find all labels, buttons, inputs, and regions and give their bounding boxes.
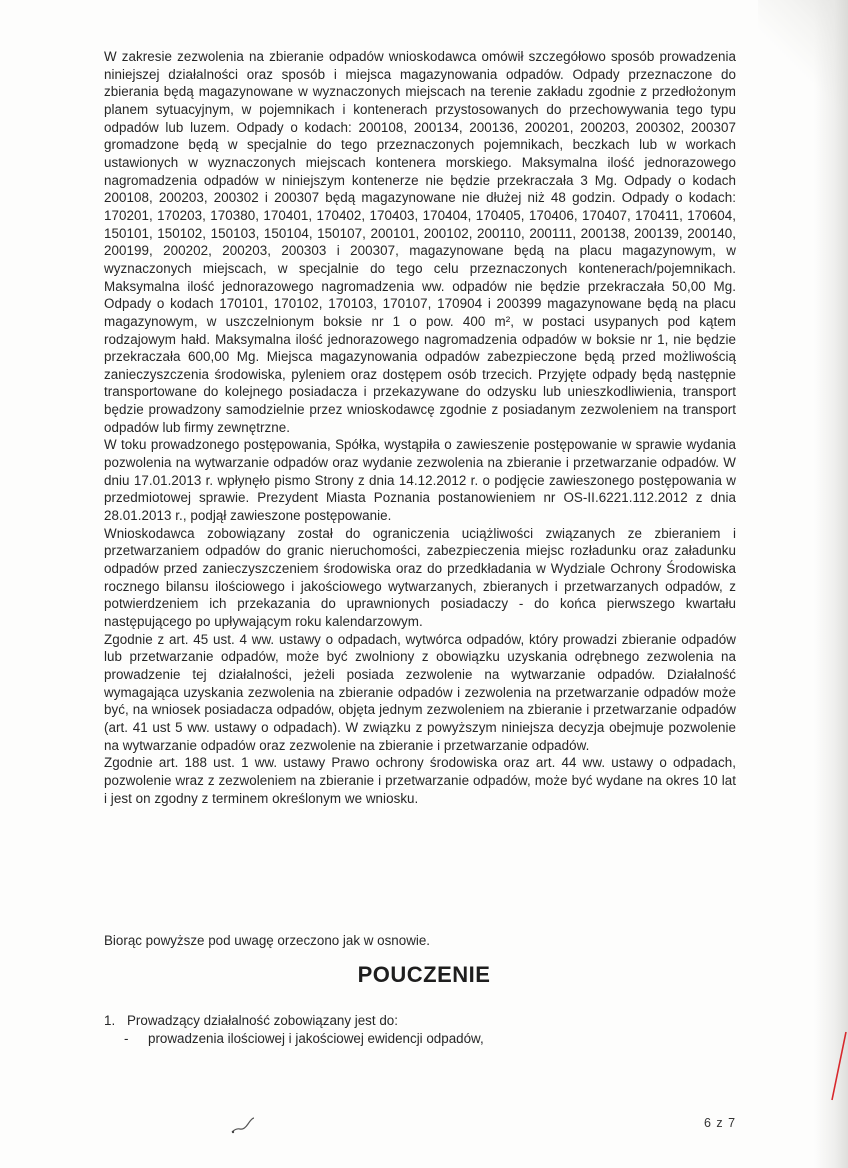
sub-list-item: [104, 1030, 736, 1048]
paragraph-storage: W zakresie zezwolenia na zbieranie odpadów wnioskodawca omówił szczegółowo sposób prowadzenia niniejszej działalności oraz sposób i miejsca magazynowania odpadów. Odpady przeznaczone do zbierania będą magazynowane w wyznaczonych miejscach na terenie zakładu zgodnie z przedłożonym planem sytuacyjnym, w pojemnikach i kontenerach przystosowanych do przechowywania tego typu odpadów lub luzem. Odpady o kodach: 200108, 200134, 200136, 200201, 200203, 200302, 200307 gromadzone będą w specjalnie do tego przeznaczonych pojemnikach, beczkach lub w workach ustawionych w wyznaczonych miejscach kontenera morskiego. Maksymalna ilość jednorazowego nagromadzenia odpadów w niniejszym kontenerze nie będzie przekraczała 3 Mg. Odpady o kodach 200108, 200203, 200302 i 200307 będą magazynowane nie dłużej niż 48 godzin. Odpady o kodach: 170201, 170203, 170380, 170401, 170402, 170403, 170404, 170405, 170406, 170407, 170411, 170604, 150101, 150102, 150103, 150104, 150107, 200101, 200102, 200110, 200111, 200138, 200139, 200140, 200199, 200202, 200203, 200303 i 200307, magazynowane będą na placu magazynowym, w wyznaczonych miejscach, w specjalnie do tego celu przeznaczonych kontenerach/pojemnikach. Maksymalna ilość jednorazowego nagromadzenia ww. odpadów nie będzie przekraczała 50,00 Mg. Odpady o kodach 170101, 170102, 170103, 170107, 170904 i 200399 magazynowane będą na placu magazynowym, w uszczelnionym boksie nr 1 o pow. 400 m², w postaci usypanych pod kątem rodzajowym hałd. Maksymalna ilość jednorazowego nagromadzenia odpadów w boksie nr 1, nie będzie przekraczała 600,00 Mg. Miejsca magazynowania odpadów zabezpieczone będą przed możliwością zanieczyszczenia środowiska, pyleniem oraz dostępem osób trzecich. Przyjęte odpady będą następnie transportowane do kolejnego posiadacza i przekazywane do odzysku lub unieszkodliwienia, transport będzie prowadzony samodzielnie przez wnioskodawcę zgodnie z posiadanym zezwoleniem na transport odpadów lub firmy zewnętrzne.: [104, 49, 736, 435]
page-number: 6 z 7: [704, 1116, 737, 1130]
paragraph-legal-basis: Zgodnie z art. 45 ust. 4 ww. ustawy o odpadach, wytwórca odpadów, który prowadzi zbieranie odpadów lub przetwarzanie odpadów, może być zwolniony z obowiązku uzyskania odrębnego zezwolenia na prowadzenie tej działalności, jeżeli posiada zezwolenie na wytwarzanie odpadów. Działalność wymagająca uzyskania zezwolenia na zbieranie odpadów i zezwolenia na przetwarzanie odpadów może być, na wniosek posiadacza odpadów, objęta jednym zezwoleniem na zbieranie i przetwarzanie odpadów (art. 41 ust 5 ww. ustawy o odpadach). W związku z powyższym niniejsza decyzja obejmuje pozwolenie na wytwarzanie odpadów oraz zezwolenie na zbieranie i przetwarzanie odpadów.: [104, 631, 736, 753]
justification-text: [104, 48, 736, 807]
sub-list-text: prowadzenia ilościowej i jakościowej ewidencji odpadów,: [148, 1031, 484, 1046]
sub-list-dash: -: [124, 1031, 129, 1046]
paragraph-validity: Zgodnie art. 188 ust. 1 ww. ustawy Prawo ochrony środowiska oraz art. 44 ww. ustawy o odpadach, pozwolenie wraz z zezwoleniem na zbieranie i przetwarzanie odpadów, może być wydane na okres 10 lat i jest on zgodny z terminem określonym we wniosku.: [104, 755, 736, 806]
paragraph-suspension: W toku prowadzonego postępowania, Spółka, wystąpiła o zawieszenie postępowanie w sprawie wydania pozwolenia na wytwarzanie odpadów oraz wydanie zezwolenia na zbieranie i przetwarzanie odpadów. W dniu 17.01.2013 r. wpłynęło pismo Strony z dnia 14.12.2012 r. o podjęcie zawieszonego postępowania w przedmiotowej sprawie. Prezydent Miasta Poznania postanowieniem nr OS-II.6221.112.2012 z dnia 28.01.2013 r., podjął zawieszone postępowanie.: [104, 437, 736, 524]
red-pen-stroke-icon: [818, 1030, 848, 1110]
list-item-text: Prowadzący działalność zobowiązany jest do:: [127, 1013, 398, 1028]
pen-mark-icon: [228, 1112, 258, 1136]
closing-statement: Biorąc powyższe pod uwagę orzeczono jak w osnowie.: [104, 933, 431, 948]
list-item-number: 1.: [104, 1013, 116, 1028]
list-item: [104, 1012, 736, 1030]
instructions-list: [104, 1012, 736, 1048]
section-heading: POUCZENIE: [357, 962, 491, 987]
page-edge-shadow: [814, 0, 848, 1168]
paragraph-obligations: Wnioskodawca zobowiązany został do ograniczenia uciążliwości związanych ze zbieraniem i przetwarzaniem odpadów do granic nieruchomości, zabezpieczenia miejsc rozładunku oraz załadunku odpadów przed zanieczyszczeniem środowiska oraz do przedkładania w Wydziale Ochrony Środowiska rocznego bilansu ilościowego i jakościowego wytwarzanych, zbieranych i przetwarzanych odpadów, z potwierdzeniem ich przekazania do uprawnionych posiadaczy - do końca pierwszego kwartału następującego po upływającym roku kalendarzowym.: [104, 525, 736, 629]
